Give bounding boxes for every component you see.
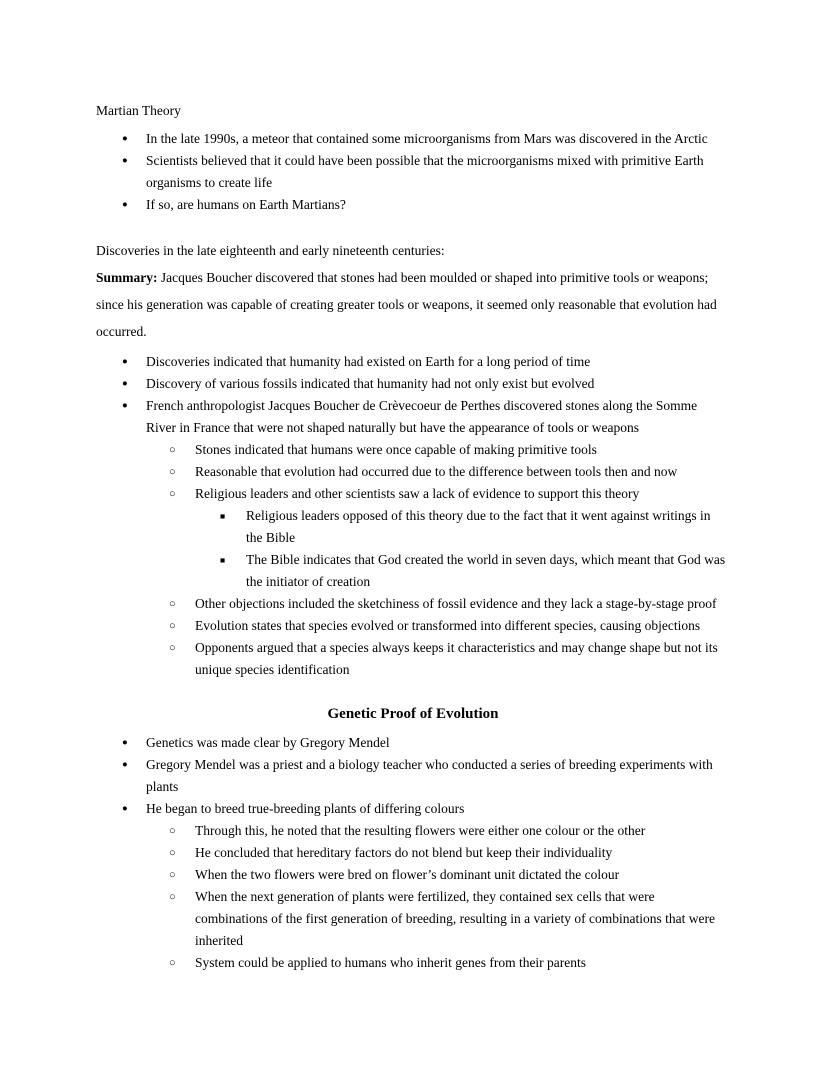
list-item-text: Through this, he noted that the resulting flowers were either one colour or the other [195,823,646,838]
list-item-text: Religious leaders opposed of this theory due to the fact that it went against writings in the Bible [246,508,711,545]
list-item [246,549,730,593]
list-item [146,128,730,150]
list-item-text: When the next generation of plants were fertilized, they contained sex cells that were combinations of the first generation of breeding, resulting in a variety of combinations that were inherited [195,889,715,948]
list-item [195,886,730,952]
list-item [195,593,730,615]
summary-text: Jacques Boucher discovered that stones had been moulded or shaped into primitive tools or weapons; since his generation was capable of creating greater tools or weapons, it seemed only reasonable that evolution had occurred. [96,270,717,339]
list-item-text: The Bible indicates that God created the world in seven days, which meant that God was the initiator of creation [246,552,726,589]
list-item-text: He concluded that hereditary factors do not blend but keep their individuality [195,845,613,860]
list-item [195,820,730,842]
list-item [195,439,730,461]
list-item [146,732,730,754]
list-item [146,351,730,373]
section-heading-martian-theory: Martian Theory [96,103,181,118]
list-item-text: French anthropologist Jacques Boucher de Crèvecoeur de Perthes discovered stones along the Somme River in France that were not shaped naturally but have the appearance of tools or weapons [146,398,698,435]
summary-label: Summary: [96,270,158,285]
list-item [195,952,730,974]
list-item [146,194,730,216]
list-item-text: In the late 1990s, a meteor that contained some microorganisms from Mars was discovered in the Arctic [146,131,708,146]
list-item [195,483,730,593]
list-item [195,461,730,483]
genetic-proof-list [96,732,730,974]
list-item [146,798,730,974]
list-item-text: Discoveries indicated that humanity had existed on Earth for a long period of time [146,354,591,369]
list-item-text: He began to breed true-breeding plants of differing colours [146,801,465,816]
list-item [195,637,730,681]
list-item [146,373,730,395]
discoveries-intro-paragraph: Discoveries in the late eighteenth and early nineteenth centuries: [96,243,445,258]
list-item [146,395,730,681]
summary-paragraph [96,264,730,345]
list-item [195,864,730,886]
list-item-text: Stones indicated that humans were once capable of making primitive tools [195,442,597,457]
list-item [195,615,730,637]
list-item-text: System could be applied to humans who inherit genes from their parents [195,955,587,970]
list-item [146,150,730,194]
martian-theory-list [96,128,730,216]
list-item-text: Discovery of various fossils indicated that humanity had not only exist but evolved [146,376,595,391]
list-item-text: Scientists believed that it could have been possible that the microorganisms mixed with primitive Earth organisms to create life [146,153,704,190]
list-item-text: Reasonable that evolution had occurred due to the difference between tools then and now [195,464,678,479]
section-heading-genetic-proof: Genetic Proof of Evolution [327,706,499,722]
discoveries-list [96,351,730,681]
list-item-text: Opponents argued that a species always keeps it characteristics and may change shape but not its unique species identification [195,640,718,677]
list-item-text: Evolution states that species evolved or transformed into different species, causing objections [195,618,701,633]
breeding-experiments-sublist [146,820,730,974]
list-item [246,505,730,549]
list-item-text: Gregory Mendel was a priest and a biology teacher who conducted a series of breeding experiments with plants [146,757,713,794]
list-item [195,842,730,864]
list-item-text: Religious leaders and other scientists saw a lack of evidence to support this theory [195,486,640,501]
list-item-text: If so, are humans on Earth Martians? [146,197,346,212]
list-item-text: Genetics was made clear by Gregory Mendel [146,735,390,750]
list-item-text: Other objections included the sketchiness of fossil evidence and they lack a stage-by-stage proof [195,596,717,611]
list-item-text: When the two flowers were bred on flower’s dominant unit dictated the colour [195,867,620,882]
religious-objections-sublist [195,505,730,593]
list-item [146,754,730,798]
french-discovery-sublist [146,439,730,681]
